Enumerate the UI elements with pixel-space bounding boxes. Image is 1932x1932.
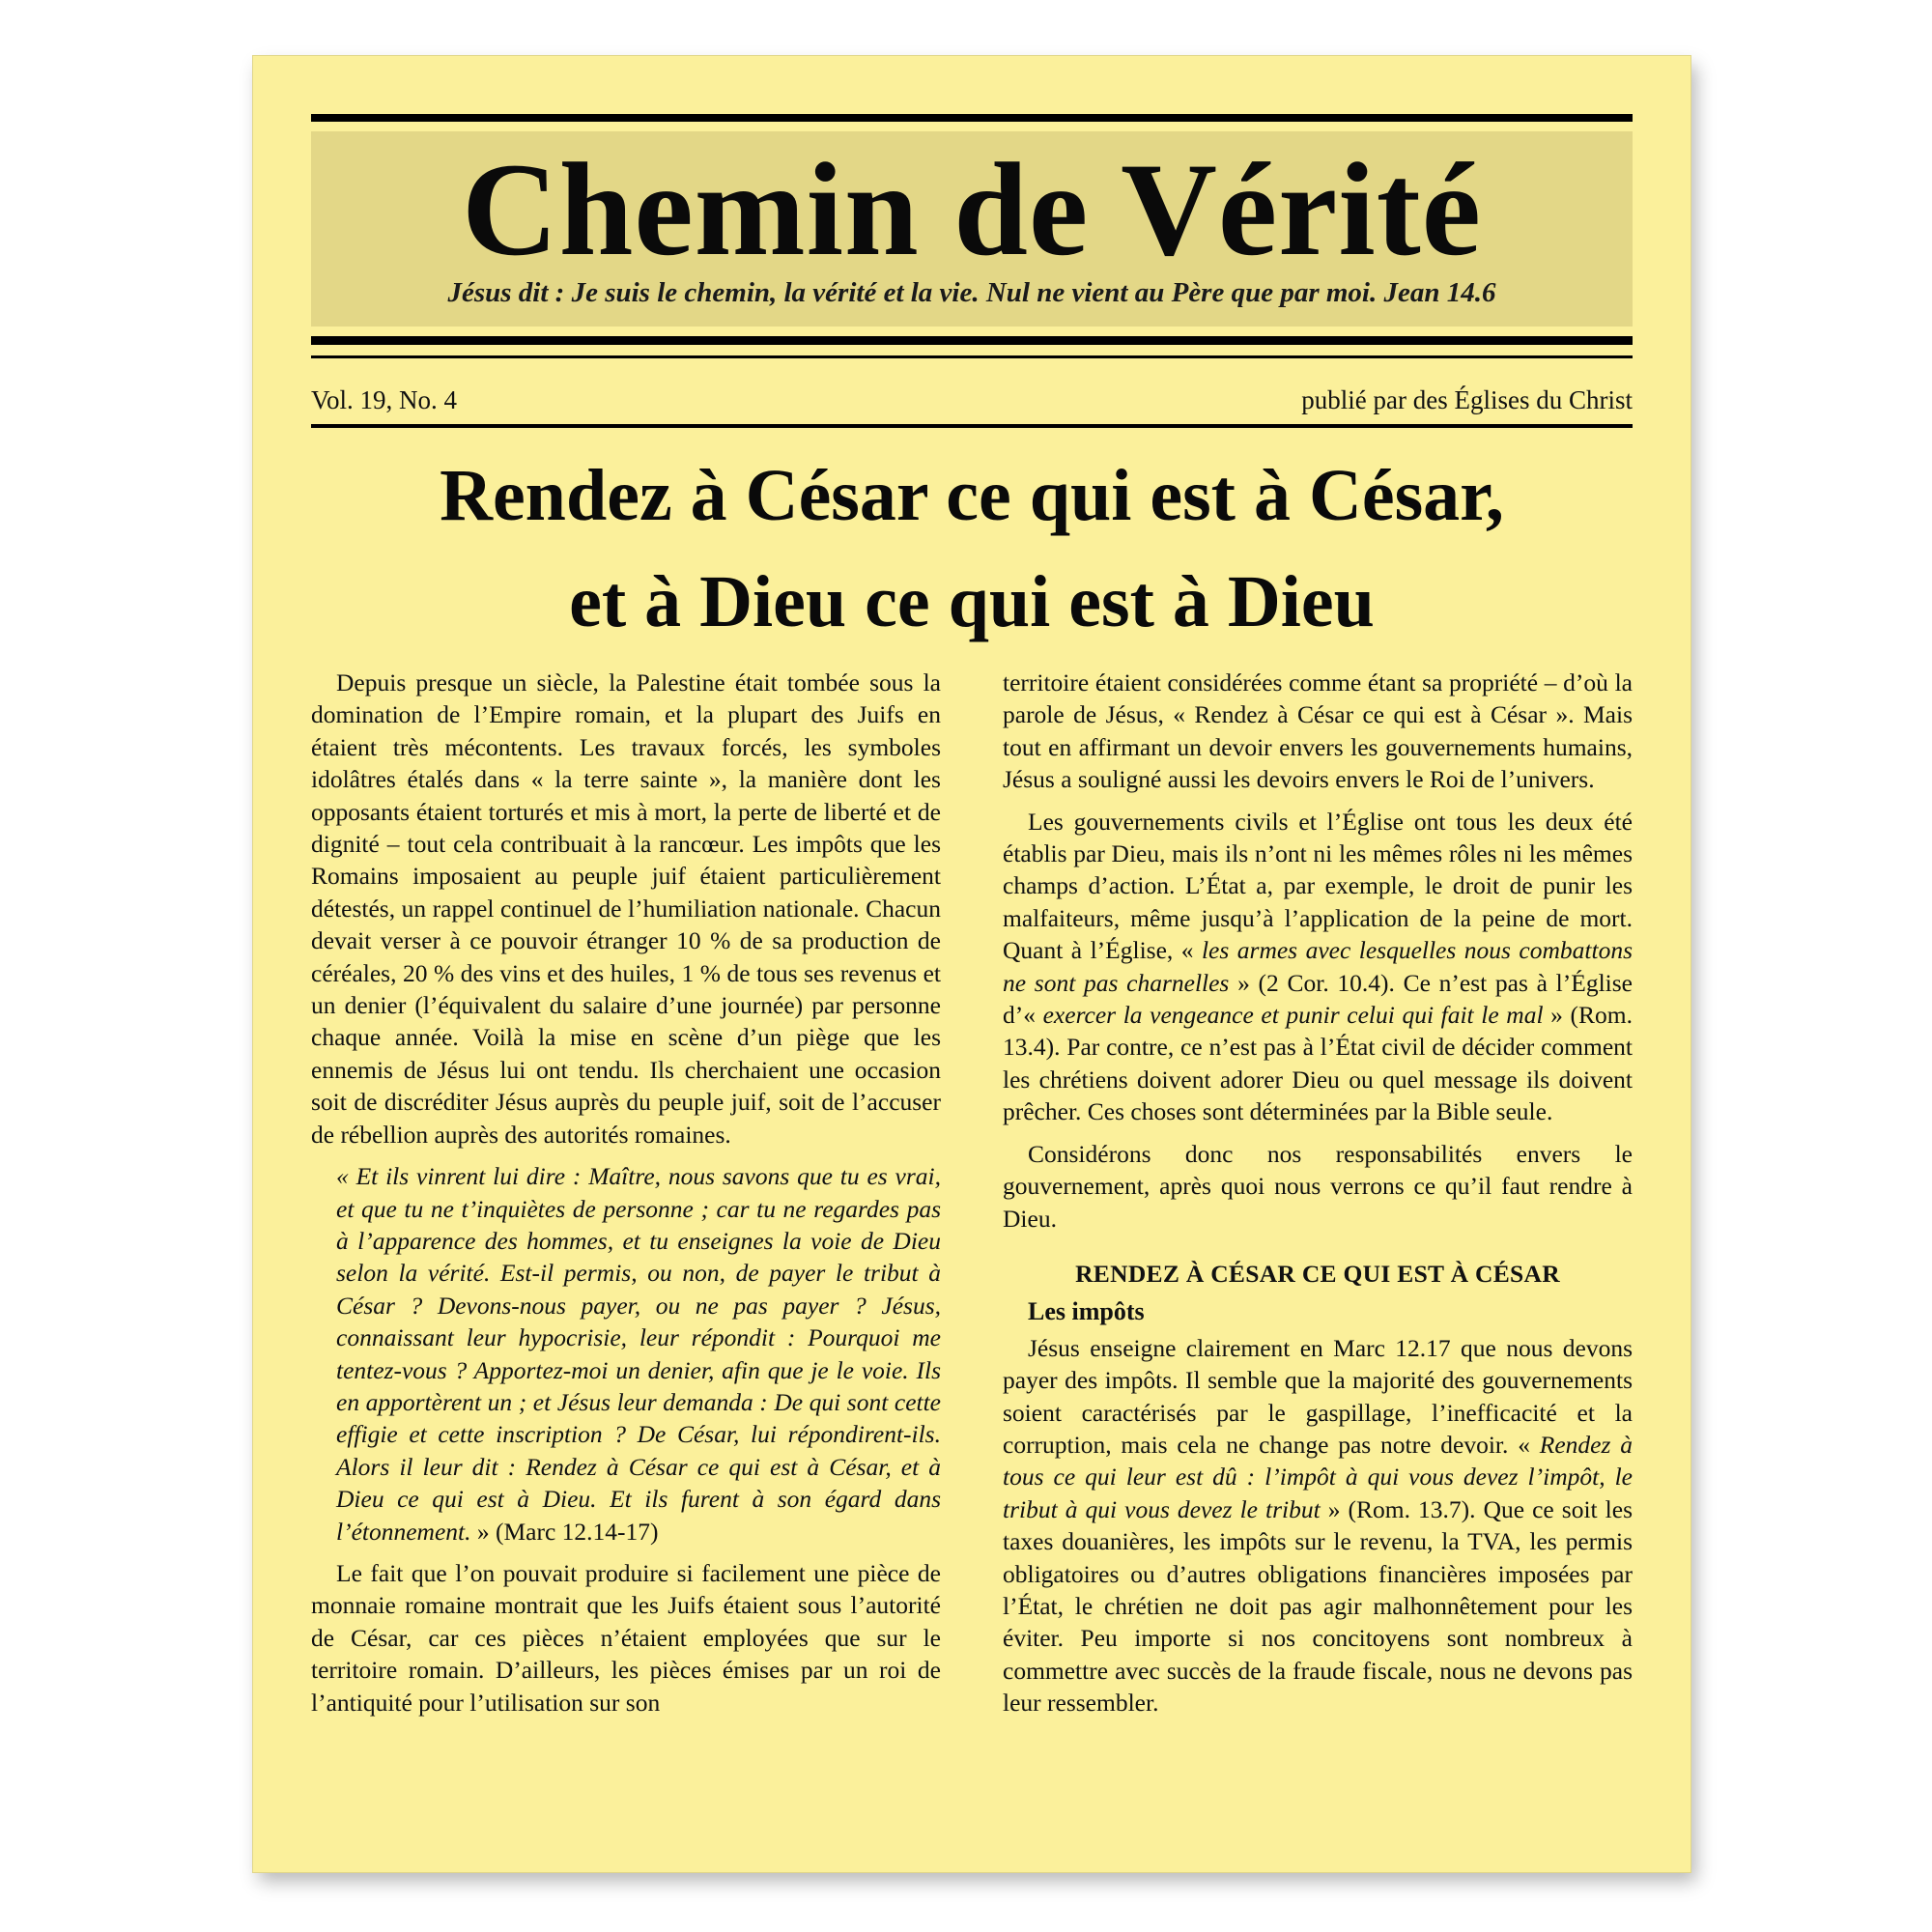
- masthead-subtitle: Jésus dit : Je suis le chemin, la vérité et la vie. Nul ne vient au Père que par moi. Jean 14.6: [447, 277, 1496, 308]
- quote-text: « Et ils vinrent lui dire : Maître, nous savons que tu es vrai, et que tu ne t’inquiètes de personne ; car tu ne regardes pas à l’apparence des hommes, et tu enseignes la voie de Dieu selon la vérité. Est-il permis, ou non, de payer le tribut à César ? Devons-nous payer, ou ne pas payer ? Jésus, connaissant leur hypocrisie, leur répondit : Pourquoi me tentez-vous ? Apportez-moi un denier, afin que je le voie. Ils en apportèrent un ; et Jésus leur demanda : De qui sont cette effigie et cette inscription ? De César, lui répondirent-ils. Alors il leur dit : Rendez à César ce qui est à César, et à Dieu ce qui est à Dieu. Et ils furent à son égard dans l’étonnement.: [336, 1162, 941, 1546]
- text-run: Jésus enseigne clairement en Marc 12.17 que nous devons payer des impôts. Il semble que la majorité des gouvernements soient caractérisés par le gaspillage, l’inefficacité et la corruption, mais cela ne change pas notre devoir. «: [1003, 1333, 1633, 1459]
- paragraph: territoire étaient considérées comme étant sa propriété – d’où la parole de Jésus, « Rendez à César ce qui est à César ». Mais tout en affirmant un devoir envers les gouvernements humains, Jésus a souligné aussi les devoirs envers le Roi de l’univers.: [1003, 668, 1633, 794]
- text-run: Les gouvernements civils et l’Église ont tous les deux été établis par Dieu, mais ils n’ont ni les mêmes rôles ni les mêmes champs d’action. L’État a, par exemple, le droit de punir les malfaiteurs, même jusqu’à l’application de la peine de mort. Quant à l’Église, «: [1003, 807, 1633, 965]
- scripture-quote: [336, 1160, 941, 1548]
- headline-line-2: et à Dieu ce qui est à Dieu: [569, 561, 1375, 642]
- paragraph: Depuis presque un siècle, la Palestine était tombée sous la domination de l’Empire romain, et la plupart des Juifs en étaient très mécontents. Les travaux forcés, les symboles idolâtres étalés dans « la terre sainte », la manière dont les opposants étaient torturés et mis à mort, la perte de liberté et de dignité – tout cela contribuait à la rancœur. Les impôts que les Romains imposaient au peuple juif étaient particulièrement détestés, un rappel continuel de l’humiliation nationale. Chacun devait verser à ce pouvoir étranger 10 % de sa production de céréales, 20 % des vins et des huiles, 1 % de tous ses revenus et un denier (l’équivalent du salaire d’une journée) par personne chaque année. Voilà la mise en scène d’un piège que les ennemis de Jésus lui ont tendu. Ils cherchaient une occasion soit de discréditer Jésus auprès du peuple juif, soit de l’accuser de rébellion auprès des autorités romaines.: [311, 668, 941, 1149]
- text-run: » (2 Cor. 10.4). Ce n’est pas à l’Église d’«: [1003, 968, 1633, 1030]
- paragraph: [1003, 806, 1633, 1128]
- newsletter-page: [253, 56, 1690, 1872]
- issue-publisher: publié par des Églises du Christ: [1301, 385, 1633, 414]
- issue-line: [311, 381, 1633, 419]
- paragraph: Considérons donc nos responsabilités envers le gouvernement, après quoi nous verrons ce qu’il faut rendre à Dieu.: [1003, 1139, 1633, 1233]
- paragraph: Le fait que l’on pouvait produire si facilement une pièce de monnaie romaine montrait que les Juifs étaient sous l’autorité de César, car ces pièces n’étaient employées que sur le territoire romain. D’ailleurs, les pièces émises par un roi de l’antiquité pour l’utilisation sur son: [311, 1558, 941, 1717]
- masthead-title: Chemin de Vérité: [462, 135, 1482, 283]
- scripture-citation: Rendez à tous ce qui leur est dû : l’impôt à qui vous devez l’impôt, le tribut à qui vous devez le tribut: [1003, 1430, 1633, 1523]
- paragraph: [1003, 1332, 1633, 1719]
- masthead: [311, 131, 1633, 327]
- text-run: » (Rom. 13.7). Que ce soit les taxes douanières, les impôts sur le revenu, la TVA, les permis obligatoires ou d’autres obligations financières imposées par l’État, le chrétien ne doit pas agir malhonnêtement pour les éviter. Peu importe si nos concitoyens sont nombreux à commettre avec succès de la fraude fiscale, nous ne devons pas leur ressembler.: [1003, 1494, 1633, 1718]
- issue-rule: [311, 424, 1633, 428]
- headline-line-1: Rendez à César ce qui est à César,: [440, 455, 1504, 536]
- scripture-citation: exercer la vengeance et punir celui qui fait le mal: [1042, 1001, 1544, 1030]
- quote-reference: » (Marc 12.14-17): [470, 1517, 659, 1546]
- issue-volume: Vol. 19, No. 4: [311, 385, 458, 414]
- masthead-bottom-rule: [311, 336, 1633, 345]
- text-run: » (Rom. 13.4). Par contre, ce n’est pas à l’État civil de décider comment les chrétiens doivent adorer Dieu ou quel message ils doivent prêcher. Ces choses sont déterminées par la Bible seule.: [1003, 1001, 1633, 1126]
- masthead-thin-rule: [311, 355, 1633, 358]
- sub-heading: Les impôts: [1028, 1297, 1145, 1326]
- scripture-citation: les armes avec lesquelles nous combattons ne sont pas charnelles: [1003, 936, 1633, 997]
- masthead-top-rule: [311, 114, 1633, 122]
- article-headline: [292, 442, 1652, 655]
- left-column: [311, 667, 941, 1728]
- right-column: [1003, 667, 1633, 1729]
- section-heading: RENDEZ À CÉSAR CE QUI EST À CÉSAR: [1075, 1259, 1560, 1288]
